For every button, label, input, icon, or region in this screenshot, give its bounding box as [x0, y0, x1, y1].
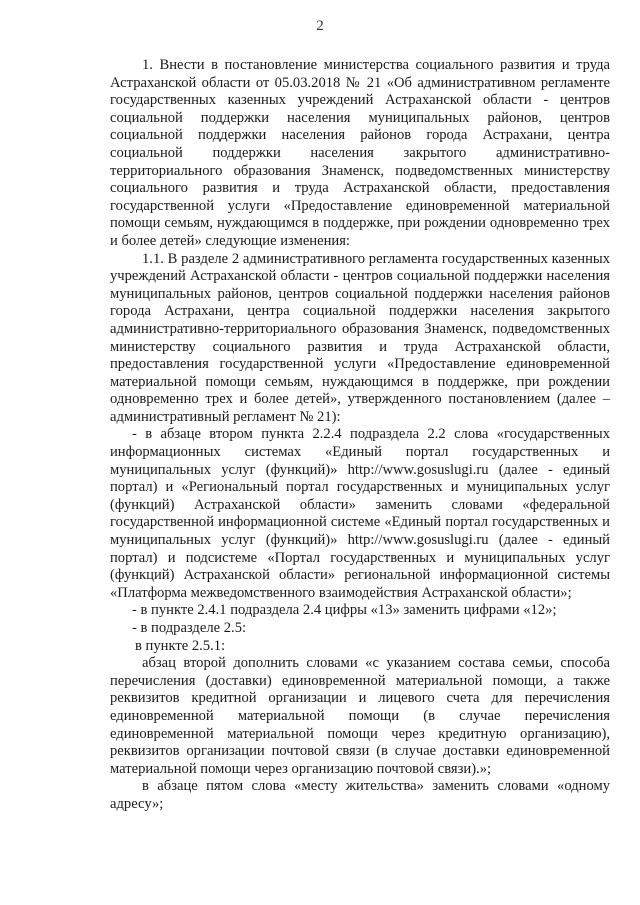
- page-number: 2: [316, 18, 324, 34]
- paragraph-amend-resolution: 1. Внести в постановление министерства социального развития и труда Астраханской области от 05.03.2018 № 21 «Об административном регламенте государственных казенных учреждений Астраханской области - центров социальной поддержки населения муниципальных районов, центров социальной поддержки населения районов города Астрахани, центра социальной поддержки населения закрытого административно-территориального образования Знаменск, подведомственных министерству социального развития и труда Астраханской области, предоставления государственной услуги «Предоставление единовременной материальной помощи семьям, нуждающимся в поддержке, при рождении одновременно трех и более детей» следующие изменения:: [110, 57, 610, 249]
- paragraph-item-2-4-1: - в пункте 2.4.1 подраздела 2.4 цифры «13» заменить цифрами «12»;: [132, 602, 557, 619]
- paragraph-section-2: 1.1. В разделе 2 административного регламента государственных казенных учреждений Астраханской области - центров социальной поддержки населения муниципальных районов, центров социальной поддержки населения районов города Астрахани, центра социальной поддержки населения закрытого административно-территориального образования Знаменск, подведомственных министерству социального развития и труда Астраханской области, предоставления государственной услуги «Предоставление единовременной материальной помощи семьям, нуждающимся в поддержке, при рождении одновременно трех и более детей», утвержденного постановлением (далее – административный регламент № 21):: [110, 250, 610, 425]
- paragraph-second-abzac: абзац второй дополнить словами «с указанием состава семьи, способа перечисления (доставки) единовременной материальной помощи, а также реквизитов кредитной организации и лицевого счета для перечисления единовременной материальной помощи (в случае перечисления единовременной материальной помощи через кредитную организацию), реквизитов организации почтовой связи (в случае доставки единовременной материальной помощи через организацию почтовой связи).»;: [110, 655, 610, 777]
- paragraph-subsection-2-5: - в подразделе 2.5:: [132, 620, 247, 636]
- document-body: [110, 57, 610, 814]
- paragraph-fifth-abzac: в абзаце пятом слова «месту жительства» заменить словами «одному адресу»;: [110, 778, 610, 812]
- paragraph-item-2-2-4: - в абзаце втором пункта 2.2.4 подраздела 2.2 слова «государственных информационных системах «Единый портал государственных и муниципальных услуг (функций)» http://www.gosuslugi.ru (далее - единый портал) и «Региональный портал государственных и муниципальных услуг (функций) Астраханской области» заменить словами «федеральной государственной информационной системе «Единый портал государственных и муниципальных услуг (функций)» http://www.gosuslugi.ru (далее - единый портал) и подсистеме «Портал государственных и муниципальных услуг (функций) Астраханской области» региональной информационной системы «Платформа межведомственного взаимодействия Астраханской области»;: [110, 426, 610, 601]
- paragraph-item-2-5-1: в пункте 2.5.1:: [135, 637, 226, 654]
